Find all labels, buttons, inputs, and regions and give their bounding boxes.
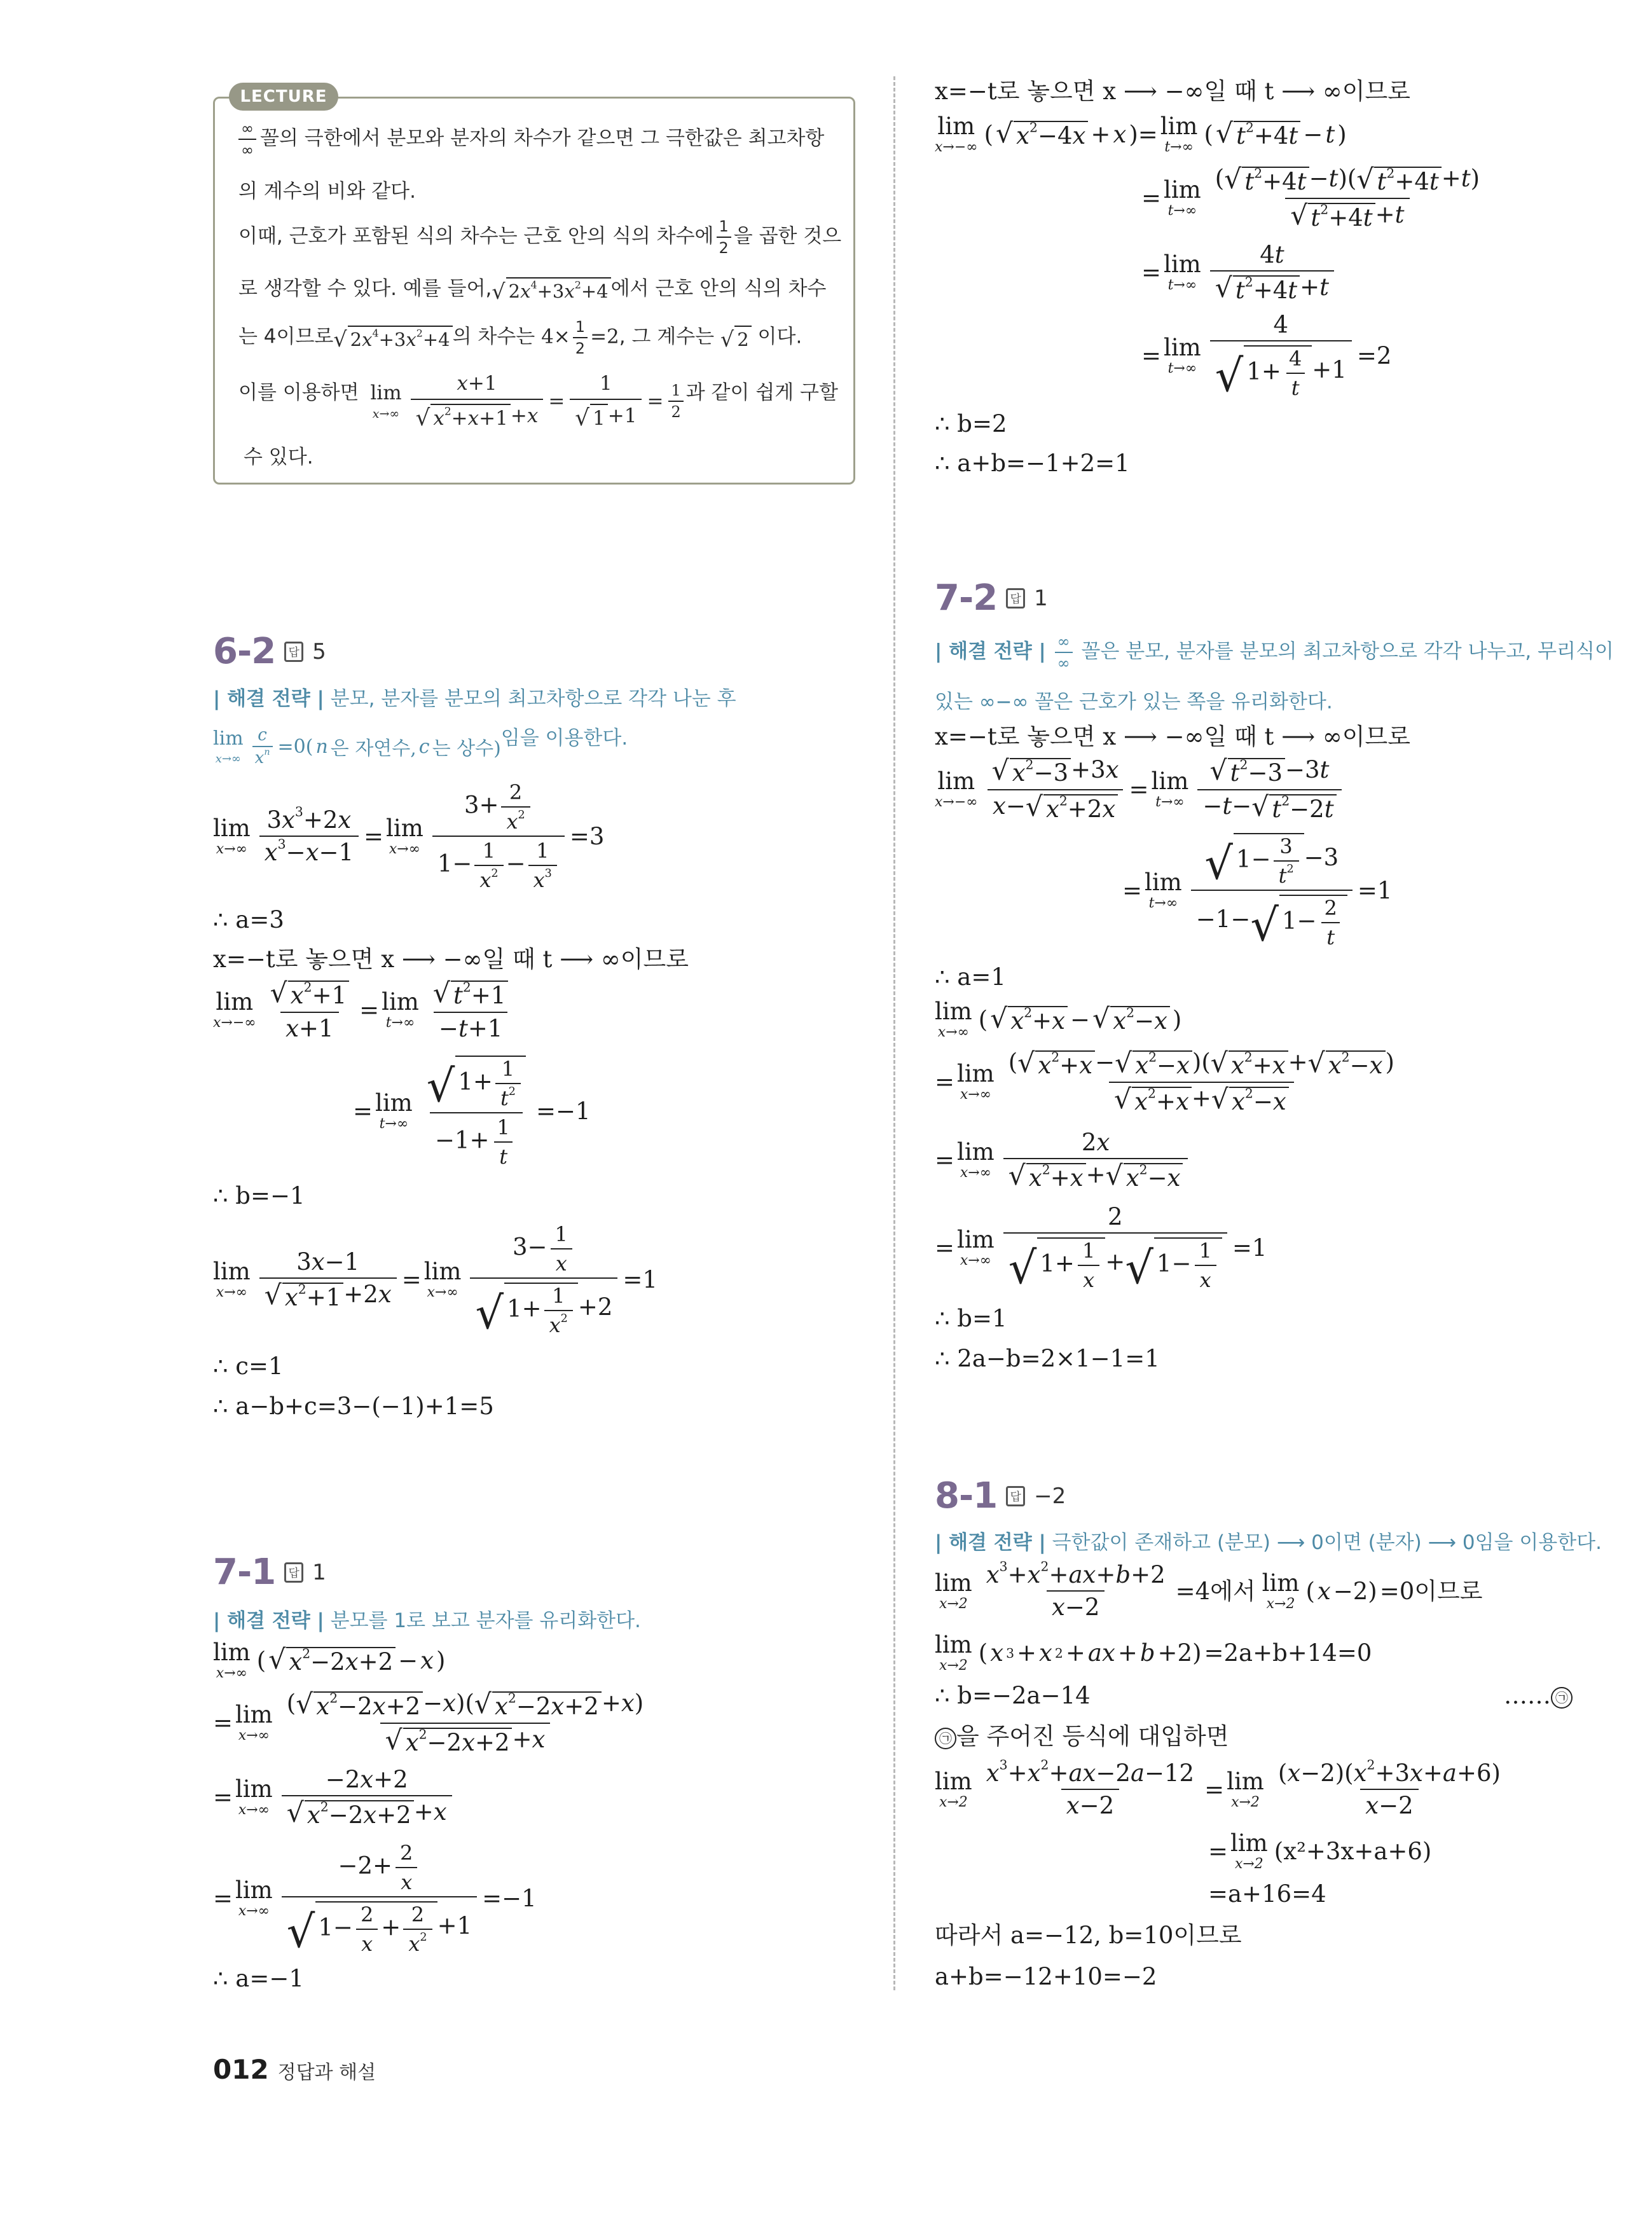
q81-final: a+b=−12+10=−2	[935, 1963, 1157, 1990]
q62-eq-2: lim x→−∞ √ $x^2+1$ x+1 = lim t→∞ √ $t^2+1$ −t+1	[213, 981, 516, 1040]
q62-result-c: ∴ c=1	[213, 1352, 284, 1380]
q72-eq-1: lim x→−∞ √ $x^2-3$ +3x x− √ $x^2+2x$ = lim t→∞ √ $t^2-3$ −3t −t− √ $t^2-2t$	[935, 758, 1344, 822]
q81-substitute-text: ㉠ 을 주어진 등식에 대입하면	[935, 1724, 1229, 1749]
lecture-line-3: 이때, 근호가 포함된 식의 차수는 근호 안의 식의 차수에 $\frac{1}{2}$ 을 곱한 것으	[238, 217, 842, 257]
q81-eq-4: = lim x→2 (x²+3x+a+6)	[1208, 1829, 1432, 1872]
q81-result-b: ∴ b=−2a−14	[935, 1682, 1091, 1709]
q72-final: ∴ 2a−b=2×1−1=1	[935, 1345, 1160, 1372]
footer-label: 정답과 해설	[277, 2061, 376, 2084]
q71-eq-2: = lim x→∞ ( √ $x^2-2x+2$ −x)( √ $x^2-2x+2$ +x) √ $x^2-2x+2$ +x	[213, 1689, 644, 1756]
lecture-line-2: 의 계수의 비와 같다.	[238, 180, 416, 203]
lecture-line-1: $\frac{\infty}{\infty}$ 꼴의 극한에서 분모와 분자의 차수가 같으면 그 극한값은 최고차항	[238, 120, 824, 159]
page-footer	[213, 2054, 376, 2085]
q62-number: 6-2	[213, 631, 276, 672]
q72-result-b: ∴ b=1	[935, 1305, 1007, 1332]
q81-strategy: | 해결 전략 | 극한값이 존재하고 (분모) ⟶ 0이면 (분자) ⟶ 0임을 이용한다.	[935, 1531, 1602, 1554]
answer-icon: 답	[1006, 588, 1025, 609]
q62-strategy-2: lim x→∞ $\frac{c}{x^n}$ =0( n 은 자연수, c 는 상수)임을 이용한다.	[213, 726, 628, 767]
q71-heading	[213, 1552, 326, 1593]
r-eq-4: = lim t→∞ 4 √ 1+ $\frac{4}{t}$ +1 =2	[1141, 311, 1392, 402]
q62-result-a: ∴ a=3	[213, 906, 284, 933]
r-result-b: ∴ b=2	[935, 410, 1007, 437]
lecture-line-4: 로 생각할 수 있다. 예를 들어, √ $2x^4+3x^2+4$ 에서 근호 안의 식의 차수	[238, 277, 827, 304]
q71-eq-3: = lim x→∞ −2x+2 √ $x^2-2x+2$ +x	[213, 1768, 455, 1827]
r-substitution: x=−t로 놓으면 x ⟶ −∞일 때 t ⟶ ∞이므로	[935, 78, 1410, 105]
q72-number: 7-2	[935, 577, 998, 619]
circled-marker-icon: ㉠	[1551, 1687, 1573, 1709]
q62-substitution: x=−t로 놓으면 x ⟶ −∞일 때 t ⟶ ∞이므로	[213, 946, 689, 973]
r-final: ∴ a+b=−1+2=1	[935, 450, 1130, 477]
q62-strategy-1: | 해결 전략 | 분모, 분자를 분모의 최고차항으로 각각 나눈 후	[213, 687, 736, 710]
q72-strategy-1: | 해결 전략 | $\frac{\infty}{\infty}$ 꼴은 분모, 분자를 분모의 최고차항으로 각각 나누고, 무리식이	[935, 633, 1614, 672]
lecture-line-5: 는 4이므로 √ $2x^4+3x^2+4$ 의 차수는 4× $\frac{1}{2}$ =2, 그 계수는 √ 2 이다.	[238, 318, 802, 357]
q81-eq-5: =a+16=4	[1208, 1880, 1326, 1908]
q71-strategy: | 해결 전략 | 분모를 1로 보고 분자를 유리화한다.	[213, 1609, 641, 1632]
q62-result-b: ∴ b=−1	[213, 1182, 305, 1209]
q72-strategy-2: 있는 ∞−∞ 꼴은 근호가 있는 쪽을 유리화한다.	[935, 691, 1333, 713]
q71-number: 7-1	[213, 1552, 276, 1593]
q72-substitution: x=−t로 놓으면 x ⟶ −∞일 때 t ⟶ ∞이므로	[935, 723, 1410, 750]
q72-eq-4: = lim x→∞ ( √ $x^2+x$ − √ $x^2-x$ )( √ $x^2+x$ + √ $x^2-x$ ) √ $x^2+x$ + √ $x^2-x$	[935, 1048, 1394, 1115]
q81-line-8: 따라서 a=−12, b=10이므로	[935, 1922, 1242, 1949]
q62-eq-1: lim x→∞ $\frac{3x^3+2x}{x^3-x-1}$ = lim x→∞ 3+ $\frac{2}{x^2}$ 1− $\frac{1}{x^2}$ − $\frac{1}{x^3}$ =3	[213, 780, 605, 892]
q81-number: 8-1	[935, 1475, 998, 1517]
answer-icon: 답	[284, 642, 303, 662]
lecture-line-6: 이를 이용하면 lim x→∞ x+1 √ $x^2+x+1$ +x = 1 √ 1 +1 = $\frac{1}{2}$ 과 같이 쉽게 구할	[238, 372, 838, 432]
q62-final: ∴ a−b+c=3−(−1)+1=5	[213, 1393, 494, 1420]
q81-answer: −2	[1034, 1483, 1066, 1509]
column-divider	[893, 76, 895, 1990]
q72-eq-3: lim x→∞ ( √ $x^2+x$ − √ $x^2-x$ )	[935, 998, 1182, 1040]
q71-result-a: ∴ a=−1	[213, 1965, 304, 1992]
q81-heading	[935, 1475, 1066, 1517]
q62-answer: 5	[312, 638, 326, 664]
q71-eq-4: = lim x→∞ −2+ $\frac{2}{x}$ √ 1− $\frac{2}{x}$ + $\frac{2}{x^2}$ +1 =−1	[213, 1841, 537, 1958]
answer-icon: 답	[284, 1562, 303, 1583]
q81-eq-2: lim x→2 ( x 3 + x 2 + ax + b +2) =2a+b+14=0	[935, 1631, 1372, 1674]
page-number: 012	[213, 2054, 269, 2085]
q72-result-a: ∴ a=1	[935, 963, 1006, 991]
q72-answer: 1	[1034, 585, 1048, 611]
q72-eq-2: = lim t→∞ √ 1− $\frac{3}{t^2}$ −3 −1− √ 1− $\frac{2}{t}$ =1	[1122, 834, 1393, 951]
q81-marker: …… ㉠	[1504, 1684, 1573, 1709]
q72-heading	[935, 577, 1048, 619]
q81-eq-1: lim x→2 $\frac{x^3+x^2+ax+b+2}{x-2}$ =4에서 lim x→2 ( x −2) =0이므로	[935, 1559, 1483, 1621]
q72-eq-6: = lim x→∞ 2 √ 1+ $\frac{1}{x}$ + √ 1− $\frac{1}{x}$ =1	[935, 1203, 1267, 1294]
circled-marker-icon: ㉠	[935, 1728, 956, 1749]
r-eq-1: lim x→−∞ ( √ $x^2-4x$ + x )= lim t→∞ ( √ $t^2+4t$ − t )	[935, 113, 1347, 155]
r-eq-3: = lim t→∞ 4t √ $t^2+4t$ +t	[1141, 243, 1337, 303]
lecture-tag: LECTURE	[229, 83, 338, 111]
r-eq-2: = lim t→∞ ( √ $t^2+4t$ −t)( √ $t^2+4t$ +t) √ $t^2+4t$ +t	[1141, 164, 1480, 231]
q62-heading	[213, 631, 326, 672]
q62-eq-4: lim x→∞ 3x−1 √ $x^2+1$ +2x = lim x→∞ 3− $\frac{1}{x}$ √ 1+ $\frac{1}{x^2}$ +2 =1	[213, 1222, 657, 1339]
answer-icon: 답	[1006, 1486, 1025, 1506]
q81-eq-3: lim x→2 $\frac{x^3+x^2+ax-2a-12}{x-2}$ = lim x→2 $\frac{(x-2)(x^2+3x+a+6)}{x-2}$	[935, 1757, 1501, 1819]
q71-answer: 1	[312, 1559, 326, 1585]
q71-eq-1: lim x→∞ ( √ $x^2-2x+2$ − x )	[213, 1639, 446, 1681]
q72-eq-5: = lim x→∞ 2x √ $x^2+x$ + √ $x^2-x$	[935, 1131, 1190, 1190]
lecture-line-7: 수 있다.	[244, 446, 313, 469]
q62-eq-3: = lim t→∞ √ 1+ $\frac{1}{t^2}$ −1+ $\frac{1}{t}$ =−1	[353, 1057, 591, 1169]
